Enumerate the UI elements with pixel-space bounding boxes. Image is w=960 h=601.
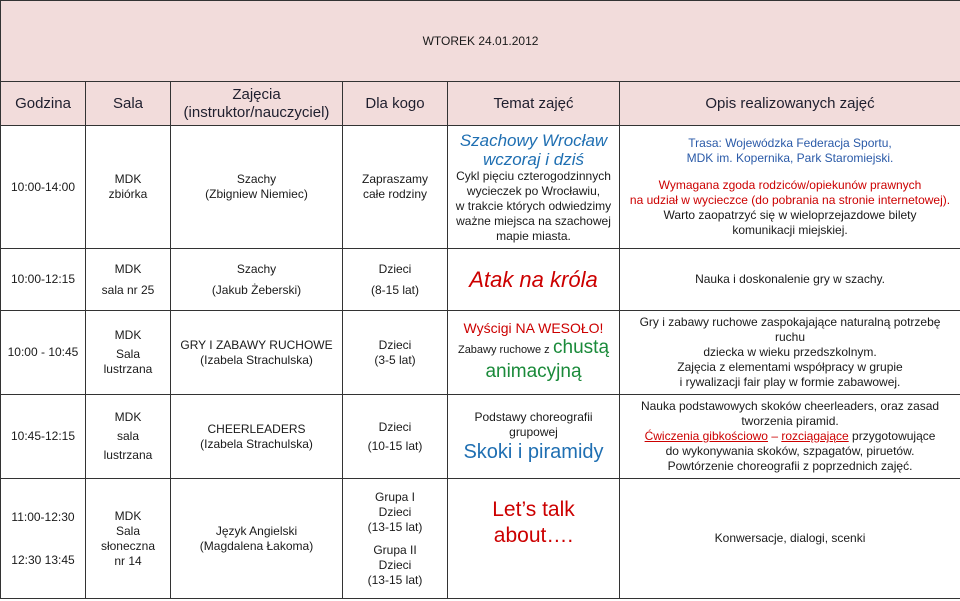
topic-title: Skoki i piramidy — [463, 440, 604, 463]
description-line: na udział w wycieczce (do pobrania na stronie internetowej). — [629, 193, 951, 207]
activity-name: GRY I ZABAWY RUCHOWE — [180, 337, 333, 352]
description-cell — [620, 311, 960, 395]
room-cell — [86, 126, 171, 249]
instructor-name: (Izabela Strachulska) — [200, 436, 313, 451]
time-line: 12:30 13:45 — [11, 552, 75, 567]
col-header-temat: Temat zajęć — [448, 82, 620, 126]
audience-line: Zapraszamy — [361, 172, 429, 186]
topic-desc-line: mapie miasta. — [496, 228, 571, 243]
audience-cell — [343, 126, 448, 249]
description-line: tworzenia piramid. — [741, 414, 839, 428]
description-cell — [620, 395, 960, 479]
topic-cell — [448, 395, 620, 479]
room-line: sala — [116, 429, 139, 443]
audience-cell — [343, 395, 448, 479]
activity-cell — [171, 395, 343, 479]
col-header-zajecia-l1: Zajęcia — [232, 85, 281, 103]
topic-highlight: animacyjną — [485, 361, 582, 382]
description-line: Powtórzenie choreografii z poprzednich zajęć. — [667, 459, 913, 473]
table-row — [1, 249, 960, 311]
instructor-name: (Izabela Strachulska) — [200, 352, 313, 367]
audience-line: Dzieci — [378, 419, 412, 434]
activity-name: CHEERLEADERS — [207, 421, 306, 436]
topic-desc-line: ważne miejsca na szachowej — [456, 213, 611, 228]
topic-desc-line: wycieczek po Wrocławiu, — [466, 183, 601, 198]
topic-title: Szachowy Wrocław — [459, 130, 608, 150]
room-line: MDK — [114, 410, 142, 424]
room-line: MDK — [114, 328, 142, 342]
topic-highlight: chustą — [553, 337, 610, 358]
audience-line: Grupa II — [373, 542, 417, 557]
activity-cell — [171, 311, 343, 395]
instructor-name: (Zbigniew Niemiec) — [205, 187, 308, 201]
description-line: i rywalizacji fair play w formie zabawowej. — [679, 375, 901, 389]
topic-desc-line: Zabawy ruchowe z — [457, 344, 550, 356]
room-line: lustrzana — [103, 448, 153, 462]
table-row — [1, 395, 960, 479]
activity-name: Szachy — [236, 172, 277, 186]
table-row — [1, 479, 960, 599]
description-emphasis: Ćwiczenia gibkościowo — [644, 429, 768, 443]
time-cell: 10:00 - 10:45 — [1, 311, 86, 395]
topic-desc-line: Cykl pięciu czterogodzinnych — [456, 168, 611, 183]
room-line: słoneczna — [100, 538, 156, 553]
time-cell: 10:45-12:15 — [1, 395, 86, 479]
activity-name: Język Angielski — [215, 523, 298, 538]
topic-cell — [448, 479, 620, 599]
audience-line: (13-15 lat) — [367, 572, 423, 587]
audience-cell — [343, 311, 448, 395]
col-header-zajecia-l2: (instruktor/nauczyciel) — [183, 103, 330, 121]
description-line: Nauka podstawowych skoków cheerleaders, oraz zasad — [640, 399, 940, 413]
topic-title: Atak na króla — [469, 266, 598, 292]
description-line: MDK im. Kopernika, Park Staromiejski. — [686, 151, 894, 165]
description-line: Wymagana zgoda rodziców/opiekunów prawnych — [658, 178, 922, 192]
col-header-dla-kogo: Dla kogo — [343, 82, 448, 126]
room-line: MDK — [114, 172, 142, 186]
description-line: Gry i zabawy ruchowe zaspokajające naturalną potrzebę ruchu — [639, 315, 941, 344]
activity-cell — [171, 249, 343, 311]
description-line: do wykonywania skoków, szpagatów, piruetów. — [665, 444, 915, 458]
description-cell: Nauka i doskonalenie gry w szachy. — [620, 249, 960, 311]
room-line: nr 14 — [114, 553, 142, 568]
col-header-opis: Opis realizowanych zajęć — [620, 82, 960, 126]
topic-subtitle: wczoraj i dziś — [482, 149, 585, 169]
topic-cell — [448, 249, 620, 311]
activity-name: Szachy — [236, 261, 277, 276]
description-line: przygotowujące — [848, 429, 936, 443]
audience-line: Dzieci — [378, 557, 412, 572]
room-cell — [86, 311, 171, 395]
activity-cell — [171, 126, 343, 249]
col-header-zajecia — [171, 82, 343, 126]
time-line: 11:00-12:30 — [11, 509, 75, 524]
description-cell — [620, 126, 960, 249]
audience-cell — [343, 479, 448, 599]
room-cell — [86, 479, 171, 599]
time-cell: 10:00-12:15 — [1, 249, 86, 311]
col-header-godzina: Godzina — [1, 82, 86, 126]
topic-title: Let’s talk about…. — [492, 498, 575, 547]
topic-cell — [448, 126, 620, 249]
description-line: dziecka w wieku przedszkolnym. — [703, 345, 877, 359]
room-cell — [86, 249, 171, 311]
instructor-name: (Magdalena Łakoma) — [199, 538, 314, 553]
col-header-sala: Sala — [86, 82, 171, 126]
description-emphasis: rozciągające — [781, 429, 849, 443]
room-line: Sala — [115, 523, 141, 538]
description-line: Trasa: Wojewódzka Federacja Sportu, — [688, 136, 892, 150]
header-row — [1, 82, 960, 126]
audience-line: całe rodziny — [362, 187, 428, 201]
audience-line: (10-15 lat) — [367, 438, 423, 453]
room-line: MDK — [114, 261, 142, 276]
audience-line: Dzieci — [378, 261, 412, 276]
table-row — [1, 311, 960, 395]
room-cell — [86, 395, 171, 479]
table-row — [1, 126, 960, 249]
topic-desc-line: w trakcie których odwiedzimy — [455, 198, 612, 213]
audience-line: Dzieci — [378, 337, 412, 352]
page-title: WTOREK 24.01.2012 — [1, 1, 960, 82]
topic-cell — [448, 311, 620, 395]
room-line: MDK — [114, 508, 142, 523]
topic-desc-line: Podstawy choreografii grupowej — [474, 409, 593, 439]
audience-line: (13-15 lat) — [367, 519, 423, 534]
description-line: Zajęcia z elementami współpracy w grupie — [677, 360, 903, 374]
description-line: komunikacji miejskiej. — [732, 223, 848, 237]
audience-line: (8-15 lat) — [370, 282, 420, 297]
audience-line: (3-5 lat) — [374, 352, 416, 367]
description-dash: – — [767, 429, 782, 443]
room-line: sala nr 25 — [101, 282, 155, 297]
room-line: Sala — [115, 347, 141, 361]
room-line: zbiórka — [108, 187, 148, 201]
audience-line: Dzieci — [378, 504, 412, 519]
topic-title: Wyścigi NA WESOŁO! — [463, 320, 604, 336]
instructor-name: (Jakub Żeberski) — [211, 282, 302, 297]
time-cell — [1, 479, 86, 599]
description-cell: Konwersacje, dialogi, scenki — [620, 479, 960, 599]
time-cell: 10:00-14:00 — [1, 126, 86, 249]
audience-cell — [343, 249, 448, 311]
activity-cell — [171, 479, 343, 599]
room-line: lustrzana — [103, 362, 153, 376]
audience-line: Grupa I — [374, 489, 416, 504]
description-line: Warto zaopatrzyć się w wieloprzejazdowe bilety — [663, 208, 917, 222]
